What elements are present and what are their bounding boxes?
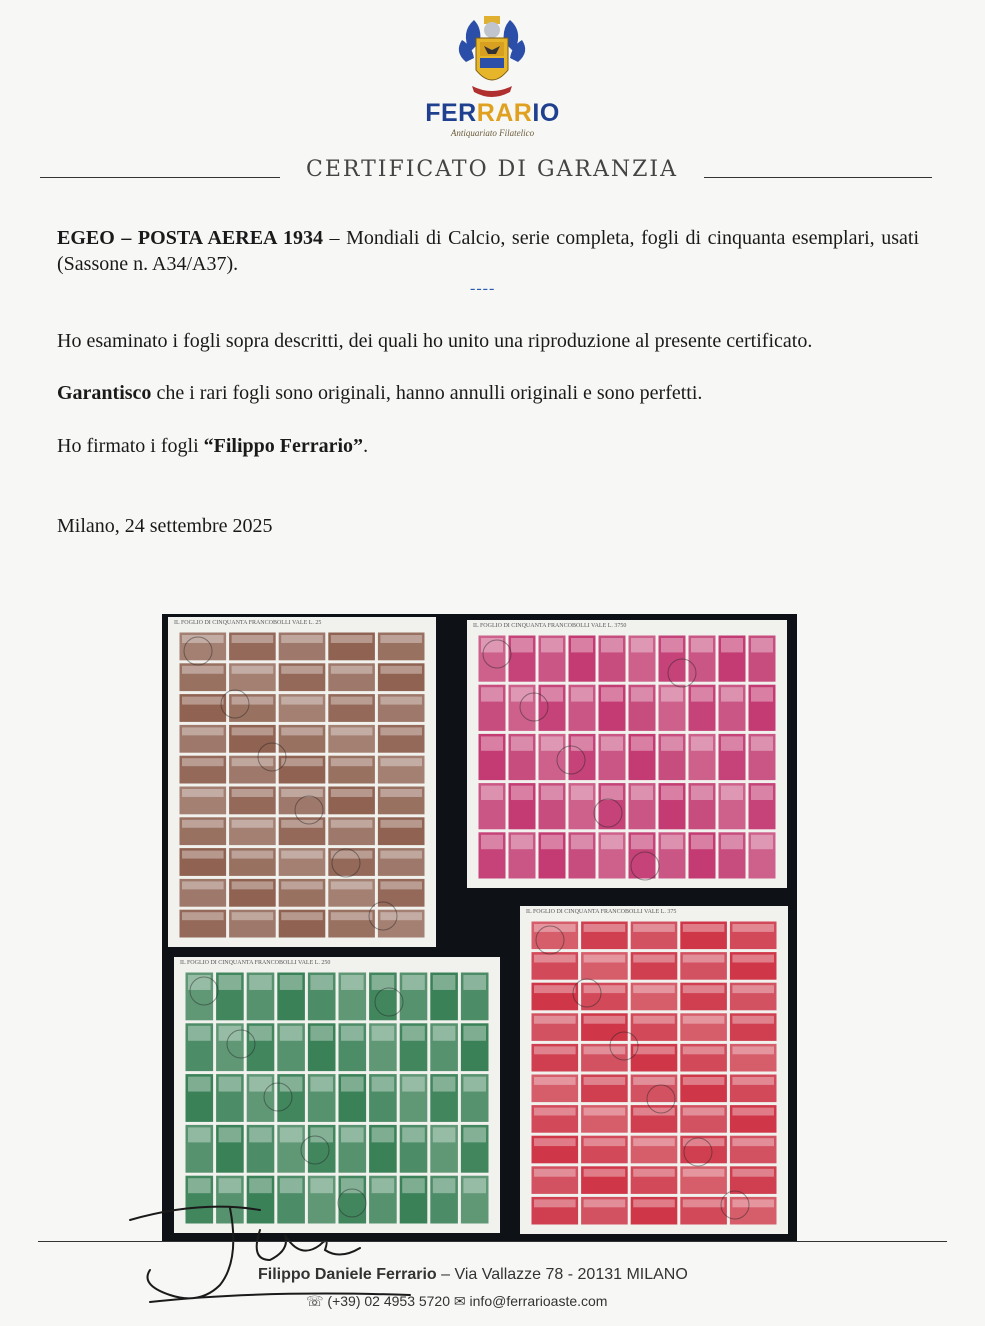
stamp-highlight <box>281 851 323 859</box>
footer-address: – Via Vallazze 78 - 20131 MILANO <box>436 1266 688 1283</box>
brand-part-3: IO <box>532 99 560 127</box>
stamp-highlight <box>511 786 533 800</box>
stamp-highlight <box>331 912 373 920</box>
stamp-highlight <box>683 1077 725 1085</box>
stamp-highlight <box>601 835 623 849</box>
signed-post: . <box>363 435 369 457</box>
stamp-highlight <box>331 820 373 828</box>
stamp-highlight <box>584 1016 626 1024</box>
stamp-highlight <box>281 666 323 674</box>
stamp-highlight <box>232 881 274 889</box>
stamp-highlight <box>691 638 713 652</box>
stamp-highlight <box>481 736 503 750</box>
stamp-highlight <box>631 736 653 750</box>
footer-rule <box>38 1241 947 1242</box>
stamp-highlight <box>341 975 364 990</box>
stamp-highlight <box>232 635 274 643</box>
stamp-highlight <box>751 687 773 701</box>
stamp-highlight <box>534 985 576 993</box>
stamp-highlight <box>182 789 224 797</box>
stamp-highlight <box>511 835 533 849</box>
stamp-highlight <box>584 1169 626 1177</box>
paragraph-examined: Ho esaminato i fogli sopra descritti, dei quali ho unito una riproduzione al presente certificato. <box>57 330 813 352</box>
stamp-highlight <box>721 687 743 701</box>
stamp-highlight <box>661 638 683 652</box>
stamp-highlight <box>683 1046 725 1054</box>
footer-name: Filippo Daniele Ferrario <box>258 1266 437 1283</box>
stamp-highlight <box>534 1077 576 1085</box>
stamp-highlight <box>232 727 274 735</box>
stamp-highlight <box>331 758 373 766</box>
stamp-highlight <box>534 1199 576 1207</box>
stamp-highlight <box>732 1108 774 1116</box>
stamp-highlight <box>219 1127 242 1142</box>
brand-tagline: Antiquariato Filatelico <box>450 128 535 138</box>
stamp-highlight <box>182 635 224 643</box>
stamp-highlight <box>541 835 563 849</box>
stamp-highlight <box>182 758 224 766</box>
stamp-highlight <box>281 912 323 920</box>
page-title: CERTIFICATO DI GARANZIA <box>306 157 678 182</box>
stamp-sheet-2-grid <box>467 620 787 888</box>
stamp-highlight <box>249 1077 272 1092</box>
footer-email: info@ferrarioaste.com <box>465 1293 608 1309</box>
stamp-highlight <box>633 955 675 963</box>
lot-details: – Mondiali di Calcio, serie completa, fogli di cinquanta esemplari, usati (Sassone n. A34/A37). <box>57 227 920 275</box>
stamp-highlight <box>380 697 422 705</box>
stamp-highlight <box>691 687 713 701</box>
stamp-highlight <box>541 736 563 750</box>
stamp-highlight <box>683 1108 725 1116</box>
handwritten-signature <box>110 1190 430 1310</box>
stamp-highlight <box>433 1178 456 1193</box>
stamp-highlight <box>232 912 274 920</box>
stamp-highlight <box>721 638 743 652</box>
stamp-highlight <box>534 1046 576 1054</box>
stamp-highlight <box>380 635 422 643</box>
stamp-highlight <box>331 697 373 705</box>
stamp-highlight <box>380 727 422 735</box>
stamp-highlight <box>633 1169 675 1177</box>
phone-icon: ☏ <box>306 1293 324 1309</box>
crest-logo <box>452 12 532 102</box>
stamp-highlight <box>219 1077 242 1092</box>
stamp-highlight <box>534 1108 576 1116</box>
place-date: Milano, 24 settembre 2025 <box>57 515 273 537</box>
stamp-highlight <box>751 835 773 849</box>
stamp-highlight <box>380 820 422 828</box>
stamp-highlight <box>571 736 593 750</box>
stamp-highlight <box>232 789 274 797</box>
stamp-highlight <box>683 924 725 932</box>
stamp-highlight <box>751 786 773 800</box>
stamp-highlight <box>691 835 713 849</box>
stamp-highlight <box>661 736 683 750</box>
stamp-highlight <box>188 1026 211 1041</box>
stamp-highlight <box>310 1127 333 1142</box>
stamp-sheet-4-caption: IL FOGLIO DI CINQUANTA FRANCOBOLLI VALE L. 375 <box>526 909 677 915</box>
stamp-highlight <box>182 727 224 735</box>
stamp-highlight <box>433 1077 456 1092</box>
stamp-highlight <box>541 687 563 701</box>
stamp-highlight <box>232 820 274 828</box>
stamp-highlight <box>182 912 224 920</box>
stamp-highlight <box>402 975 425 990</box>
stamp-highlight <box>683 1169 725 1177</box>
stamp-highlight <box>631 687 653 701</box>
guarantee-bold: Garantisco <box>57 382 152 404</box>
stamp-highlight <box>331 881 373 889</box>
stamp-highlight <box>721 786 743 800</box>
stamp-highlight <box>571 638 593 652</box>
stamp-highlight <box>310 1026 333 1041</box>
signed-name: “Filippo Ferrario” <box>203 435 364 457</box>
stamp-highlight <box>751 736 773 750</box>
stamp-highlight <box>571 786 593 800</box>
stamp-highlight <box>633 1016 675 1024</box>
stamp-highlight <box>732 1077 774 1085</box>
stamp-highlight <box>463 975 486 990</box>
stamp-highlight <box>463 1127 486 1142</box>
stamp-highlight <box>188 1127 211 1142</box>
footer-contact-line <box>306 1293 607 1310</box>
stamp-sheet-2-caption: IL FOGLIO DI CINQUANTA FRANCOBOLLI VALE L. 3750 <box>473 623 627 629</box>
stamp-highlight <box>534 924 576 932</box>
stamp-highlight <box>182 697 224 705</box>
stamp-highlight <box>280 975 303 990</box>
stamp-highlight <box>281 789 323 797</box>
stamp-highlight <box>232 697 274 705</box>
stamp-highlight <box>481 835 503 849</box>
stamp-highlight <box>249 975 272 990</box>
stamp-highlight <box>402 1026 425 1041</box>
stamp-highlight <box>732 1199 774 1207</box>
stamp-highlight <box>631 786 653 800</box>
stamp-highlight <box>182 666 224 674</box>
stamp-highlight <box>331 727 373 735</box>
stamp-highlight <box>280 1026 303 1041</box>
stamp-highlight <box>188 1077 211 1092</box>
stamp-highlight <box>691 786 713 800</box>
stamp-highlight <box>341 1026 364 1041</box>
stamp-highlight <box>683 1199 725 1207</box>
stamp-highlight <box>601 687 623 701</box>
stamp-highlight <box>341 1127 364 1142</box>
mail-icon: ✉ <box>453 1293 466 1309</box>
stamp-highlight <box>511 638 533 652</box>
stamp-highlight <box>433 1026 456 1041</box>
stamp-highlight <box>601 736 623 750</box>
stamp-highlight <box>584 1046 626 1054</box>
title-rule-left <box>40 177 280 178</box>
stamp-highlight <box>633 985 675 993</box>
stamp-highlight <box>372 1077 395 1092</box>
stamp-highlight <box>691 736 713 750</box>
stamp-highlight <box>631 835 653 849</box>
guarantee-rest: che i rari fogli sono originali, hanno annulli originali e sono perfetti. <box>151 382 703 404</box>
lot-title: EGEO – POSTA AEREA 1934 <box>57 227 323 249</box>
stamp-highlight <box>661 835 683 849</box>
title-row <box>40 157 932 187</box>
stamp-highlight <box>232 758 274 766</box>
stamp-highlight <box>584 985 626 993</box>
stamp-highlight <box>372 1127 395 1142</box>
stamp-highlight <box>219 975 242 990</box>
brand-name <box>0 99 985 128</box>
separator: ---- <box>470 280 496 297</box>
stamp-highlight <box>633 1077 675 1085</box>
stamp-highlight <box>182 851 224 859</box>
stamp-highlight <box>433 975 456 990</box>
stamp-highlight <box>584 955 626 963</box>
stamp-highlight <box>683 955 725 963</box>
stamp-highlight <box>331 666 373 674</box>
stamp-highlight <box>281 697 323 705</box>
stamp-highlight <box>721 736 743 750</box>
stamp-highlight <box>534 1138 576 1146</box>
stamp-highlight <box>511 736 533 750</box>
stamp-highlight <box>584 1077 626 1085</box>
stamp-highlight <box>541 638 563 652</box>
signed-pre: Ho firmato i fogli <box>57 435 204 457</box>
stamp-sheet-4-grid <box>520 906 788 1234</box>
stamp-highlight <box>721 835 743 849</box>
paragraph-signed <box>57 433 919 459</box>
stamp-highlight <box>341 1077 364 1092</box>
stamp-highlight <box>534 1016 576 1024</box>
stamp-highlight <box>661 687 683 701</box>
stamp-highlight <box>683 985 725 993</box>
stamp-highlight <box>402 1077 425 1092</box>
stamp-highlight <box>182 820 224 828</box>
stamp-highlight <box>182 881 224 889</box>
stamp-sheet-4 <box>520 906 788 1234</box>
brand-part-2: RAR <box>476 99 533 127</box>
stamp-highlight <box>631 638 653 652</box>
lot-description <box>57 225 919 277</box>
stamp-highlight <box>219 1026 242 1041</box>
stamp-highlight <box>380 881 422 889</box>
stamp-highlight <box>633 1199 675 1207</box>
stamp-highlight <box>331 635 373 643</box>
stamp-highlight <box>751 638 773 652</box>
stamp-highlight <box>732 1046 774 1054</box>
stamp-highlight <box>481 687 503 701</box>
stamp-highlight <box>280 1127 303 1142</box>
stamp-highlight <box>463 1026 486 1041</box>
stamp-highlight <box>534 1169 576 1177</box>
stamp-highlight <box>281 820 323 828</box>
stamp-highlight <box>380 789 422 797</box>
stamp-highlight <box>310 1077 333 1092</box>
stamp-highlight <box>481 786 503 800</box>
stamp-highlight <box>732 955 774 963</box>
stamp-highlight <box>249 1026 272 1041</box>
stamp-highlight <box>732 985 774 993</box>
stamp-highlight <box>571 687 593 701</box>
stamp-highlight <box>732 1138 774 1146</box>
stamp-highlight <box>633 924 675 932</box>
stamp-highlight <box>232 666 274 674</box>
stamp-highlight <box>380 851 422 859</box>
stamp-sheet-1 <box>168 617 436 947</box>
stamp-highlight <box>584 1108 626 1116</box>
stamp-highlight <box>541 786 563 800</box>
stamp-highlight <box>281 635 323 643</box>
brand-part-1: FER <box>425 99 477 127</box>
stamp-highlight <box>633 1138 675 1146</box>
footer-phone: (+39) 02 4953 5720 <box>323 1293 454 1309</box>
stamp-sheet-1-caption: IL FOGLIO DI CINQUANTA FRANCOBOLLI VALE L. 25 <box>174 620 322 626</box>
stamp-highlight <box>633 1046 675 1054</box>
stamp-highlight <box>372 1026 395 1041</box>
stamp-highlight <box>232 851 274 859</box>
stamp-highlight <box>601 786 623 800</box>
stamp-highlight <box>732 1016 774 1024</box>
stamp-highlight <box>402 1127 425 1142</box>
stamp-highlight <box>661 786 683 800</box>
stamp-highlight <box>380 666 422 674</box>
stamp-highlight <box>732 1169 774 1177</box>
stamp-highlight <box>732 924 774 932</box>
stamp-highlight <box>380 758 422 766</box>
title-rule-right <box>704 177 932 178</box>
stamp-highlight <box>331 789 373 797</box>
stamp-highlight <box>571 835 593 849</box>
stamp-highlight <box>584 924 626 932</box>
stamp-highlight <box>584 1138 626 1146</box>
stamp-highlight <box>463 1077 486 1092</box>
stamp-highlight <box>463 1178 486 1193</box>
stamp-highlight <box>683 1016 725 1024</box>
stamp-sheet-1-grid <box>168 617 436 947</box>
stamp-highlight <box>281 727 323 735</box>
stamp-highlight <box>281 881 323 889</box>
stamp-highlight <box>601 638 623 652</box>
footer-address-line <box>258 1266 688 1284</box>
paragraph-guarantee <box>57 380 919 406</box>
stamp-highlight <box>310 975 333 990</box>
stamp-sheet-2 <box>467 620 787 888</box>
stamp-highlight <box>249 1127 272 1142</box>
stamp-highlight <box>534 955 576 963</box>
stamp-highlight <box>584 1199 626 1207</box>
stamp-highlight <box>433 1127 456 1142</box>
stamp-sheet-3-caption: IL FOGLIO DI CINQUANTA FRANCOBOLLI VALE L. 250 <box>180 960 331 966</box>
stamp-highlight <box>380 912 422 920</box>
stamp-highlight <box>281 758 323 766</box>
